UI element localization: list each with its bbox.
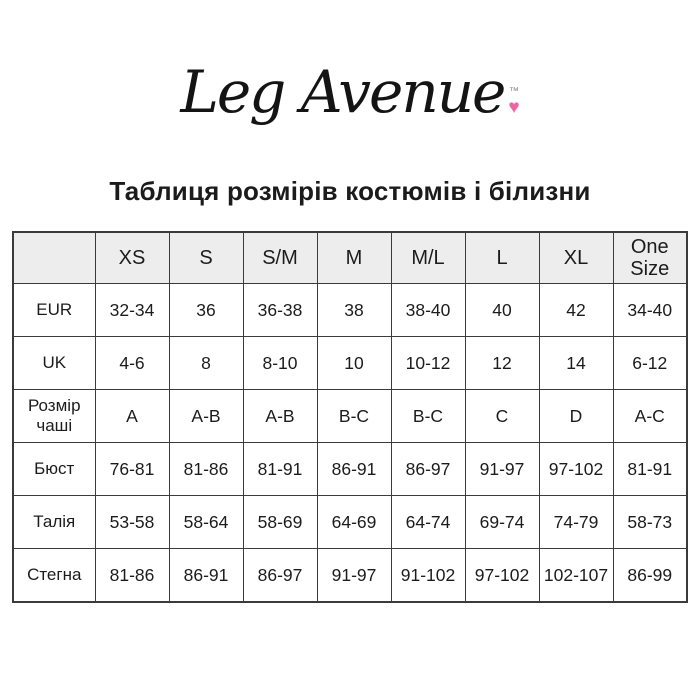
size-cell: 81-91: [613, 443, 687, 496]
size-cell: 12: [465, 337, 539, 390]
column-header: M/L: [391, 232, 465, 284]
size-cell: 64-69: [317, 496, 391, 549]
row-label: Талія: [13, 496, 95, 549]
size-chart-table: [12, 231, 688, 603]
size-cell: 86-91: [169, 549, 243, 603]
size-cell: B-C: [391, 390, 465, 443]
size-cell: 86-91: [317, 443, 391, 496]
size-cell: 10: [317, 337, 391, 390]
size-cell: 91-102: [391, 549, 465, 603]
column-header: S: [169, 232, 243, 284]
size-cell: 34-40: [613, 284, 687, 337]
size-cell: 58-69: [243, 496, 317, 549]
size-cell: 86-97: [243, 549, 317, 603]
size-cell: 58-64: [169, 496, 243, 549]
size-cell: 10-12: [391, 337, 465, 390]
row-label: Стегна: [13, 549, 95, 603]
row-label: UK: [13, 337, 95, 390]
size-cell: A-B: [243, 390, 317, 443]
size-cell: 36: [169, 284, 243, 337]
header-row: [13, 232, 687, 284]
size-cell: 74-79: [539, 496, 613, 549]
table-row: [13, 284, 687, 337]
size-cell: 14: [539, 337, 613, 390]
size-cell: 6-12: [613, 337, 687, 390]
size-cell: A-C: [613, 390, 687, 443]
size-cell: 97-102: [539, 443, 613, 496]
size-cell: 36-38: [243, 284, 317, 337]
size-cell: 53-58: [95, 496, 169, 549]
size-cell: 86-99: [613, 549, 687, 603]
table-row: [13, 496, 687, 549]
size-cell: 91-97: [465, 443, 539, 496]
brand-logo: [0, 0, 700, 142]
size-cell: 81-91: [243, 443, 317, 496]
size-cell: 81-86: [95, 549, 169, 603]
size-cell: 69-74: [465, 496, 539, 549]
column-header: M: [317, 232, 391, 284]
size-cell: 81-86: [169, 443, 243, 496]
column-header: S/M: [243, 232, 317, 284]
size-cell: D: [539, 390, 613, 443]
size-cell: 91-97: [317, 549, 391, 603]
heart-icon: ♥: [508, 97, 520, 118]
brand-logo-mark: [508, 87, 519, 117]
size-chart-head: [13, 232, 687, 284]
corner-cell: [13, 232, 95, 284]
trademark-symbol: ™: [509, 86, 520, 97]
size-cell: C: [465, 390, 539, 443]
size-cell: 102-107: [539, 549, 613, 603]
size-cell: 86-97: [391, 443, 465, 496]
column-header: One Size: [613, 232, 687, 284]
table-row: [13, 390, 687, 443]
column-header: XL: [539, 232, 613, 284]
size-cell: 40: [465, 284, 539, 337]
size-cell: B-C: [317, 390, 391, 443]
row-label: Розмір чаші: [13, 390, 95, 443]
size-cell: 58-73: [613, 496, 687, 549]
size-cell: 32-34: [95, 284, 169, 337]
table-row: [13, 337, 687, 390]
column-header: L: [465, 232, 539, 284]
table-row: [13, 549, 687, 603]
size-cell: 38-40: [391, 284, 465, 337]
brand-logo-text: Leg Avenue: [180, 58, 505, 126]
table-row: [13, 443, 687, 496]
size-cell: 8-10: [243, 337, 317, 390]
row-label: EUR: [13, 284, 95, 337]
size-cell: 42: [539, 284, 613, 337]
size-cell: 76-81: [95, 443, 169, 496]
size-cell: 8: [169, 337, 243, 390]
size-cell: 4-6: [95, 337, 169, 390]
size-cell: 38: [317, 284, 391, 337]
column-header: XS: [95, 232, 169, 284]
row-label: Бюст: [13, 443, 95, 496]
size-cell: 97-102: [465, 549, 539, 603]
size-chart-body: [13, 284, 687, 603]
size-cell: 64-74: [391, 496, 465, 549]
size-cell: A: [95, 390, 169, 443]
page-title: Таблиця розмірів костюмів і білизни: [109, 176, 591, 206]
size-cell: A-B: [169, 390, 243, 443]
